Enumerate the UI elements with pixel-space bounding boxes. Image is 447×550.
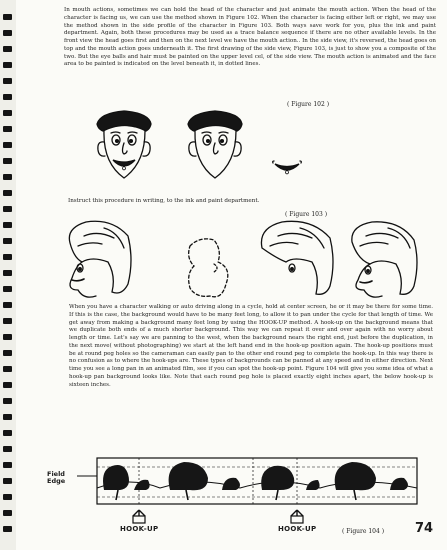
figure-104-caption: ( Figure 104 )	[342, 528, 385, 535]
paragraph-hookup: When you have a character walking or auto driving along in a cycle, hold at center screen, he or it may be there for some time. If this is the case, the background would have to be many feet long, to allow it to pan under the cycle for that length of time. We get away from making a background many feet long by using the HOOK-UP method. A hook-up on the background means that we duplicate both ends of a much shorter background. This way we can repeat it over and over again with no worry about length or time. Let's say we are panning to the west, when the background nears the right end, just before the duplication, in the next move( without photographing) we start at the left hand end in the hook-up position again. The hook-up positions must be at round peg holes so the cameraman can easily pan to the other end round peg to complete the hook-up. In this way there is no confusion as to where the hook-ups are. These types of backgrounds can be panned at any speed and in either direction. Next time you see a long pan in an animated film, see if you can spot the hook-up point. Figure 104 will give you some idea of what a hook-up pan background looks like. Note that each round peg hole is placed exactly eight inches apart, the below hook-up is sixteen inches.	[69, 304, 433, 388]
hookup-label-right: HOOK-UP	[278, 525, 317, 533]
hookup-label-left: HOOK-UP	[120, 525, 159, 533]
figure-103-caption: ( Figure 103 )	[285, 211, 328, 218]
instruction-text: Instruct this procedure in writing, to the ink and paint department.	[68, 198, 260, 204]
page-number: 74	[415, 521, 434, 536]
figure-102-caption: ( Figure 102 )	[287, 101, 330, 108]
spiral-binding	[0, 0, 16, 550]
field-edge-label: Field Edge	[47, 470, 66, 485]
paragraph-mouth-actions: In mouth actions, sometimes we can hold the head of the character and just animate the mouth action. When the head of the character is facing us, we can use the method shown in Figure 102. When the character is facing either left or right, we may use the method shown in the side profile of the character in Figure 103. Both ways save work for you, plus the ink and paint department. Again, both these procedures may be used as a trace balance sequence if there are no other available levels. In the front view the head goes first and then on the next level we have the mouth action.. In the side view, it's reversed, the head goes on top and the mouth action goes underneath it. The first drawing of the side view, Figure 103, is just to show you a composite of the two. But the eye balls and hair must be painted on the upper level cel, of the side view. The mouth action is animated and the face area to be painted is indicated on the level beneath it, in dotted lines.	[64, 7, 436, 68]
